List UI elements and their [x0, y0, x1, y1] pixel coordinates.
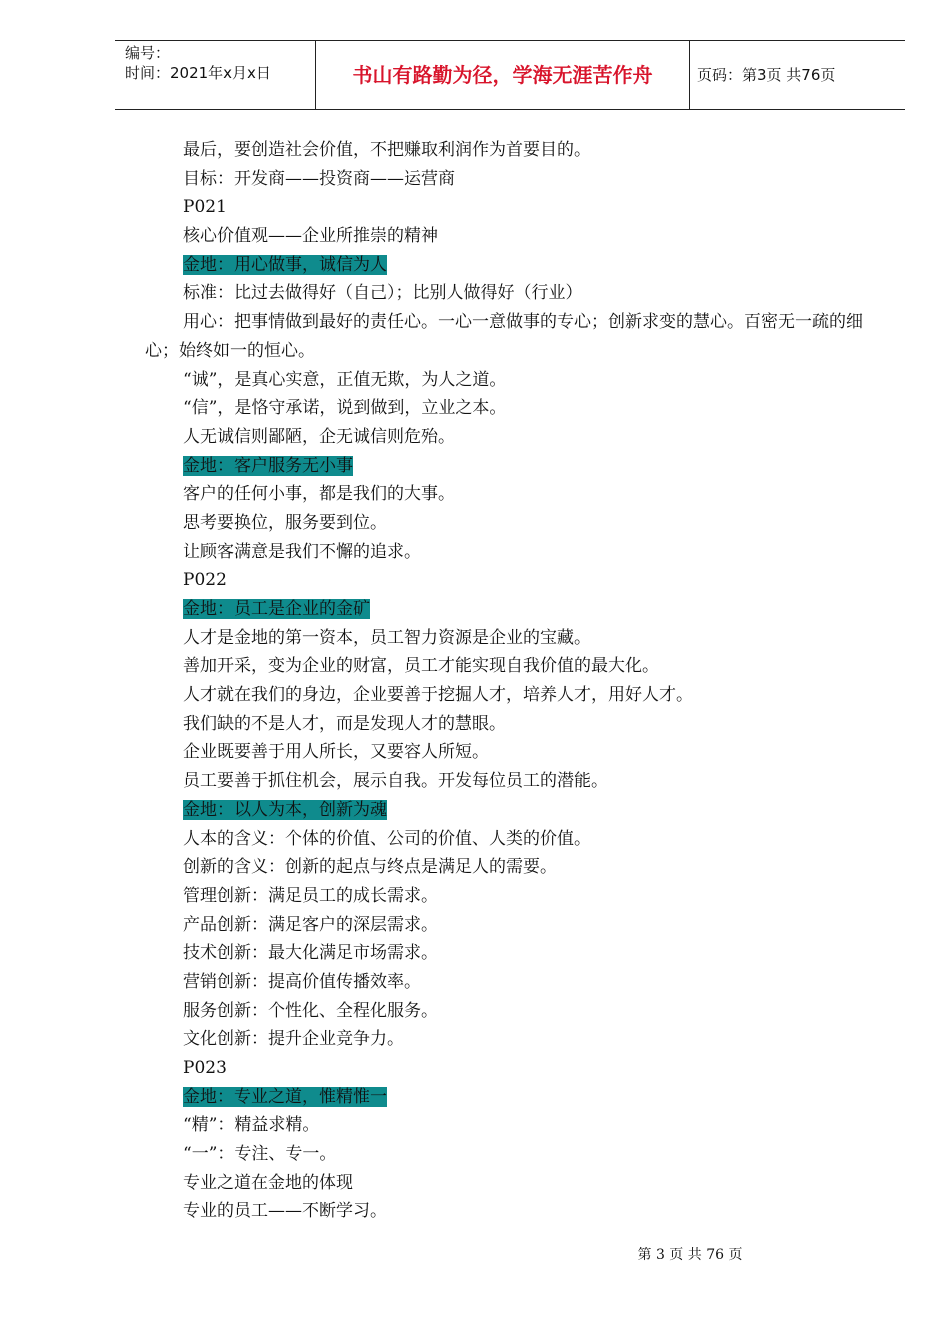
paragraph-line [145, 366, 875, 395]
heading-text: 金地：专业之道，惟精惟一 [183, 1086, 387, 1107]
paragraph-line [145, 968, 875, 997]
line-text: 核心价值观——企业所推崇的精神 [183, 226, 438, 247]
paragraph-line [145, 1197, 875, 1226]
paragraph-line [145, 509, 875, 538]
paragraph-line [145, 853, 875, 882]
page-header [115, 40, 905, 110]
paragraph-line [145, 997, 875, 1026]
time-label: 时间：2021年x月x日 [125, 64, 271, 82]
paragraph-line [145, 308, 875, 365]
line-text: “一”：专注、专一。 [183, 1144, 337, 1165]
paragraph-line [145, 624, 875, 653]
footer-page-number: 第 3 页 共 76 页 [637, 1247, 743, 1263]
heading-text: 金地：用心做事，诚信为人 [183, 254, 387, 275]
line-text: 用心：把事情做到最好的责任心。一心一意做事的专心；创新求变的慧心。百密无一疏的细心；始终如一的恒心。 [145, 312, 863, 361]
paragraph-line [145, 566, 875, 595]
line-text: 人无诚信则鄙陋，企无诚信则危殆。 [183, 426, 455, 447]
line-text: 文化创新：提升企业竞争力。 [183, 1029, 404, 1050]
line-text: 人才就在我们的身边，企业要善于挖掘人才，培养人才，用好人才。 [183, 685, 693, 706]
paragraph-line [145, 939, 875, 968]
paragraph-line [145, 480, 875, 509]
paragraph-line [145, 394, 875, 423]
line-text: “精”：精益求精。 [183, 1115, 320, 1136]
paragraph-line [145, 738, 875, 767]
header-motto: 书山有路勤为径，学海无涯苦作舟 [315, 41, 690, 109]
document-body [145, 136, 875, 1226]
paragraph-line [145, 767, 875, 796]
paragraph-line [145, 652, 875, 681]
paragraph-line [145, 193, 875, 222]
paragraph-line [145, 681, 875, 710]
paragraph-line [145, 1140, 875, 1169]
line-text: P022 [183, 570, 227, 591]
line-text: 目标：开发商——投资商——运营商 [183, 168, 455, 189]
page-footer [0, 1244, 950, 1264]
header-page-label: 页码：第3页 共76页 [697, 66, 836, 84]
line-text: 人才是金地的第一资本，员工智力资源是企业的宝藏。 [183, 627, 591, 648]
line-text: 专业的员工——不断学习。 [183, 1201, 387, 1222]
paragraph-line [145, 1054, 875, 1083]
line-text: 产品创新：满足客户的深层需求。 [183, 914, 438, 935]
highlighted-heading [145, 452, 875, 481]
line-text: 服务创新：个性化、全程化服务。 [183, 1000, 438, 1021]
paragraph-line [145, 825, 875, 854]
line-text: 技术创新：最大化满足市场需求。 [183, 943, 438, 964]
paragraph-line [145, 222, 875, 251]
paragraph-line [145, 538, 875, 567]
paragraph-line [145, 1169, 875, 1198]
line-text: 员工要善于抓住机会，展示自我。开发每位员工的潜能。 [183, 771, 608, 792]
serial-label: 编号： [125, 44, 171, 62]
line-text: 营销创新：提高价值传播效率。 [183, 971, 421, 992]
line-text: 客户的任何小事，都是我们的大事。 [183, 484, 455, 505]
line-text: 企业既要善于用人所长，又要容人所短。 [183, 742, 489, 763]
line-text: 思考要换位，服务要到位。 [183, 512, 387, 533]
header-meta [115, 41, 325, 111]
line-text: 管理创新：满足员工的成长需求。 [183, 885, 438, 906]
line-text: P021 [183, 197, 227, 218]
paragraph-line [145, 710, 875, 739]
line-text: 善加开采，变为企业的财富，员工才能实现自我价值的最大化。 [183, 656, 659, 677]
line-text: 最后，要创造社会价值，不把赚取利润作为首要目的。 [183, 140, 591, 160]
paragraph-line [145, 423, 875, 452]
highlighted-heading [145, 1083, 875, 1112]
paragraph-line [145, 911, 875, 940]
paragraph-line [145, 136, 875, 165]
paragraph-line [145, 279, 875, 308]
paragraph-line [145, 165, 875, 194]
line-text: 标准：比过去做得好（自己）；比别人做得好（行业） [183, 283, 583, 304]
line-text: P023 [183, 1058, 227, 1079]
line-text: 让顾客满意是我们不懈的追求。 [183, 541, 421, 562]
line-text: 我们缺的不是人才，而是发现人才的慧眼。 [183, 713, 506, 734]
paragraph-line [145, 1111, 875, 1140]
highlighted-heading [145, 796, 875, 825]
highlighted-heading [145, 595, 875, 624]
heading-text: 金地：客户服务无小事 [183, 455, 353, 476]
paragraph-line [145, 882, 875, 911]
line-text: “信”，是恪守承诺，说到做到，立业之本。 [183, 398, 507, 419]
line-text: 专业之道在金地的体现 [183, 1172, 353, 1193]
paragraph-line [145, 1025, 875, 1054]
highlighted-heading [145, 251, 875, 280]
heading-text: 金地：员工是企业的金矿 [183, 599, 370, 620]
line-text: “诚”，是真心实意，正值无欺，为人之道。 [183, 369, 507, 390]
heading-text: 金地：以人为本，创新为魂 [183, 799, 387, 820]
line-text: 创新的含义：创新的起点与终点是满足人的需要。 [183, 857, 557, 878]
line-text: 人本的含义：个体的价值、公司的价值、人类的价值。 [183, 828, 591, 849]
